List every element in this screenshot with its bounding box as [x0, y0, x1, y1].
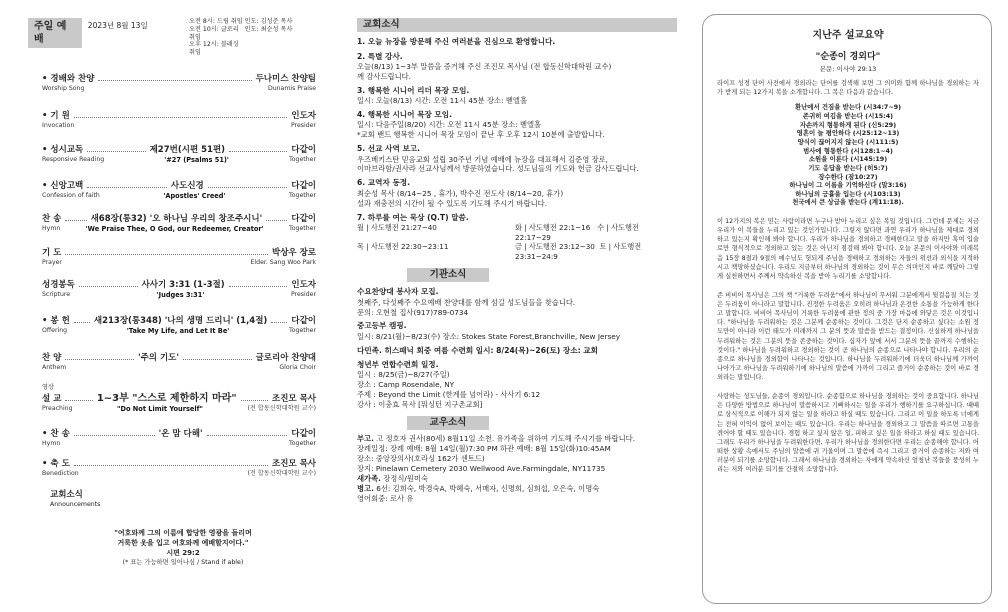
blessing-item: 양식이 끊어지지 않는다 (시111:5): [797, 137, 899, 146]
item-leader-en: (전 합동신학대학원 교수): [247, 470, 316, 478]
worship-item: [42, 384, 316, 414]
item-leader-en: (전 합동신학대학원 교수): [247, 405, 316, 413]
worship-item: [42, 353, 316, 372]
item-label: 성경봉독: [42, 280, 75, 290]
worship-item: [42, 316, 316, 336]
item-leader: 다같이: [291, 181, 317, 191]
news-line: 우즈베키스탄 믿음교회 설립 30주년 기념 예배에 뉴장을 대표해서 김준영 장로,: [357, 154, 608, 164]
item-label-en: Offering: [42, 327, 68, 335]
service-officers: [245, 18, 314, 34]
news-line: 주제 : Beyond the Limit (한계를 넘어라) - 사사기 6:12: [357, 390, 541, 400]
blessing-item: 하나님의 긍휼을 입는다 (시103:13): [795, 189, 901, 198]
blessing-list: [717, 103, 979, 207]
item-label: 찬 송: [42, 214, 62, 224]
church-news: [357, 18, 677, 608]
officer-line: 인도: 김성준 목사: [244, 18, 293, 25]
news-line: 일시: 8/21(월)~8/23(수) 장소: Stokes State Forest,Branchville, New Jersey: [357, 331, 621, 341]
closing-verse: [88, 528, 278, 568]
item-label: • 찬 송: [42, 429, 70, 439]
news-heading: 6. 교역자 동정.: [357, 178, 411, 188]
sermon-subtitle: "순종이 경외다": [815, 52, 881, 62]
qt-schedule: [357, 223, 677, 262]
news-heading: 청년부 연합수련회 일정.: [357, 360, 439, 369]
item-leader-en: Together: [289, 192, 316, 200]
worship-item: [42, 111, 316, 130]
news-line: 최순성 목사 (8/14~25 , 휴가), 박수진 전도사 (8/14~20, 휴가): [357, 188, 564, 198]
sermon-intro: 라이프 성경 단어 사전에서 경외라는 단어를 검색해 보면 그 의미와 함께 하나님을 경외하는 자가 받게 되는 12가지 복을 소개합니다. 그 복은 다음과 같습니다.: [717, 80, 979, 97]
blessing-item: 소원을 이룬다 (시145:19): [808, 155, 888, 164]
qt-entry: 월 | 사도행전 21:27~40: [357, 222, 437, 232]
worship-item: [42, 181, 316, 201]
item-content-en: 'We Praise Thee, O God, our Redeemer, Creator': [85, 225, 264, 234]
item-label-en: Anthem: [42, 364, 67, 372]
news-line: 이마브라함/권사라 선교사님께서 방문하였습니다. 성도님들의 기도와 헌금 감사드립니다.: [357, 164, 639, 174]
blessing-item: 범사에 형통한다 (시128:1~4): [803, 146, 893, 155]
item-label-en: Hymn: [42, 225, 61, 233]
order-of-worship: [28, 18, 317, 608]
worship-item: [42, 145, 316, 165]
news-line: 장소 : Camp Rosendale, NY: [357, 380, 455, 390]
worship-header: [28, 18, 314, 56]
news-line: 설과 재충전의 시간이 될 수 있도록 기도해 주시기 바랍니다.: [357, 198, 548, 208]
news-line: 께 감사드립니다.: [357, 71, 411, 81]
news-heading: 중고등부 캠핑.: [357, 321, 407, 331]
schedule-line: 오전 8시: 드림 취임: [189, 18, 243, 25]
blessing-item: 환난에서 건짐을 받는다 (시34:7~9): [794, 103, 902, 112]
item-leader-en: Gloria Choir: [279, 364, 316, 372]
item-leader-en: Dunamis Praise: [267, 85, 316, 93]
news-line: 오늘(8/13) 1~3부 말씀을 증거해 주신 조진모 목사님 (전 합동신학대학원 교수): [357, 61, 612, 71]
news-heading: 5. 선교 사역 보고.: [357, 144, 420, 154]
item-label-en: Hymn: [42, 440, 61, 448]
news-heading: 2. 특별 강사.: [357, 51, 403, 61]
worship-date: 2023년 8월 13일: [87, 21, 148, 30]
qt-entry: 금 | 사도행전 23:12~30 토 | 사도행전 23:31~24:9: [515, 242, 642, 262]
schedule-line: 오후 12시: 블레싱 취임: [189, 41, 239, 56]
item-content: 새68장(통32) '오 하나님 우리의 창조주시니': [90, 214, 263, 224]
item-label-en: Responsive Reading: [42, 156, 105, 164]
news-line: 장지: Pinelawn Cemetery 2030 Wellwood Ave.Farmingdale, NY11735: [357, 464, 606, 474]
item-content: '주의 기도': [137, 353, 179, 363]
verse-reference: 시편 29:2: [166, 549, 200, 558]
item-label-en: Confession of faith: [42, 192, 100, 200]
item-leader-en: Together: [289, 327, 316, 335]
item-leader: 두나미스 찬양팀: [255, 74, 316, 84]
item-content-en: 'Apostles' Creed': [163, 192, 226, 201]
sermon-paragraph: 사랑하는 성도님들, 순종이 경외입니다. 순종함으로 하나님을 경외하는 것이 중요합니다. 하나님은 다양한 방법으로 하나님이 말씀하시고 기뻐하시는 일을 우리가 행하기를 요구하십니다. 때때로 상식적으로 이해가 되지 않는 일을 하라고 하실 때도 있습니다. 그리고 이 일을 하도록 너에게는 전혀 이익이 없어 보이는 때도 있습니다. 우리는 하나님을 경외하고 그 말씀을 따르면 고통을 겪어야 할 때도 있습니다. 경험 하고 싶지 않은 일, 피하고 싶은 일을 하라고 하실 때도 있습니다. 그래도 우리가 하나님을 두려워한다면, 우리가 하나님을 경외한다면 우리는 순종해야 합니다. 어떠한 상황 속에서도 주님의 말씀에 귀 기울이며 그 말씀에 즉시 그리고 즐거이 순종하는 저와 여러분이 되기를 소망합니다. 그래서 하나님을 경외하는 자에게 약속하신 엄청난 복들을 풍성히 누리는 저와 여러분 되기를 간절히 소망합니다.: [717, 393, 979, 474]
item-label: • 성시교독: [42, 145, 84, 155]
item-leader-en: Together: [289, 440, 316, 448]
news-line: 일시: 다음주일(8/20) 시간: 오전 11시 45분 장소: 벧엘홀: [357, 120, 542, 130]
item-label: • 봉 헌: [42, 316, 70, 326]
item-content: '온 맘 다해': [158, 429, 203, 439]
officer-line: 인도: 최순성 목사: [244, 25, 293, 33]
blessing-item: 영혼이 늘 평안하다 (시25:12~13): [796, 129, 900, 138]
sermon-summary: [702, 14, 992, 604]
org-news: [357, 287, 677, 410]
news-line: 새가족. 장정식/원미숙: [357, 474, 429, 484]
item-leader: 다같이: [291, 316, 317, 326]
member-news: [357, 434, 677, 503]
news-line: 첫째주, 다섯째주 수요예배 찬양대를 함께 섬길 성도님들을 찾습니다.: [357, 297, 576, 307]
blessing-item: 천국에서 큰 상급을 받는다 (계11:18).: [792, 198, 904, 207]
sermon-title: 지난주 설교요약: [812, 30, 884, 41]
news-list: [357, 37, 677, 262]
item-label: • 기 원: [42, 111, 70, 121]
item-content-en: 'Judges 3:31': [156, 291, 205, 300]
item-leader: 글로리아 찬양대: [255, 353, 316, 363]
sermon-paragraph: 존 비비어 목사님은 그의 책 "거룩한 두려움"에서 하나님이 무서워 그분에게서 뒷걸음질 치는 것은 두려움이 아니라고 말합니다. 진정한 두려움은 오히려 하나님과 온전한 소통을 가능하게 한다고 말합니다. 비비어 목사님이 거룩한 두려움에 관한 정의 중 가장 마음에 와닿은 것은 이것입니다. "하나님을 두려워하는 것은 그분께 순종하는 것이다. 그것은 단지 순종하고 싶다는 소원 정도만이 아니라 이런 태도가 미래까지 그 분의 뜻과 말씀을 받드는 결정이다. 신실하게 하나님을 두려워하는 것은 그분의 뜻을 존중하는 것이다. 십자가 앞에 서서 그분의 뜻을 끝까지 수행하는 것이다." 하나님을 두려워하고 경외하는 것이 곧 하나님의 순종으로 나타나야 합니다. 우리의 순종으로 하나님을 경외함이 나타나는 것입니다. 하나님을 두려워하기에 더욱더 하나님께 가까이 나아가고 하나님을 두려워하기에 하나님의 말씀에 가까이 그리고 즐거이 순종하는 것이 바로 경외라는 말입니다.: [717, 291, 979, 382]
item-leader-en: Presider: [290, 122, 316, 130]
news-line: 부고. 고 정호자 권사(80세) 8월11일 소천. 유가족을 위하여 기도해 주시기를 바랍니다.: [357, 434, 636, 444]
item-leader-en: Together: [289, 225, 316, 233]
item-leader: 다같이: [291, 145, 317, 155]
qt-entry: 화 | 사도행전 22:1~16 수 | 사도행전 22:17~29: [515, 222, 639, 242]
news-line: 일시 : 8/25(금)~8/27(주일): [357, 370, 450, 380]
stand-note: (* 표는 가능하면 일어나심 / Stand if able): [122, 559, 244, 567]
item-content-en: 'Take My Life, and Let It Be': [126, 327, 230, 336]
item-leader-en: Presider: [290, 291, 316, 299]
worship-item: [42, 459, 316, 478]
blessing-item: 장수한다 (잠10:27): [818, 172, 878, 181]
item-content: 1~3부 "스스로 제한하지 마라": [96, 393, 237, 405]
blessing-item: 기도 응답을 받는다 (히5:7): [808, 163, 888, 172]
item-label: • 신앙고백: [42, 181, 84, 191]
sermon-paragraph: 이 12가지의 복은 믿는 사람이라면 누구나 받아 누리고 싶은 복일 것입니다. 그런데 문제는 지금 우리가 이 복들을 누리고 있는 것인가입니다. 그렇지 않다면 과연 우리가 하나님을 제대로 경외하고 있는지 확인해 봐야 합니다. 우리가 하나님을 경외하고 경배한다고 말을 하지만 혹여 입술로만 형식적으로 경외하고 있는 것은 아닌지 점검해 봐야 합니다. 오늘 본문의 이사야와 미래복음 15장 8절과 9절의 예수님도 헛되게 주님을 경배하고 경외하는 자들의 위선과 외식을 지적하시고 책망하셨습니다. 우리도 지금부터 하나님의 경외하는 것이 무슨 의미인지 바로 깨달아 그렇게 실천하면서 주께서 약속하신 복을 받아 누리기를 소망합니다.: [717, 218, 979, 280]
news-line: *교회 밴드 행복한 시니어 목장 모임이 끝난 후 오후 12시 10분에 출발합니다.: [357, 130, 605, 140]
blessing-item: 자손까지 형통하게 된다 (신5:29): [799, 120, 897, 129]
item-leader: 조진모 목사: [271, 459, 316, 469]
org-header: 기관소식: [407, 268, 489, 282]
item-label: 기 도: [42, 248, 62, 258]
worship-item: [42, 214, 316, 234]
news-heading: 1. 오늘 뉴장을 방문해 주신 여러분을 진심으로 환영합니다.: [357, 37, 556, 47]
worship-item: [42, 429, 316, 448]
item-content: 사사기 3:31 (1-3절): [141, 280, 225, 290]
item-label: • 축 도: [42, 459, 70, 469]
item-leader: 인도자: [291, 280, 316, 290]
item-leader: 다같이: [291, 429, 316, 439]
item-label-en: Preaching: [42, 405, 73, 413]
item-leader: 인도자: [291, 111, 316, 121]
item-tag: 영상: [42, 384, 54, 391]
item-content: 제27번(시편 51편): [149, 145, 226, 155]
schedule-line: 오전 10시: 글로리 취임: [189, 25, 239, 41]
item-label-en: Worship Song: [42, 85, 85, 93]
news-line: 장소: 중앙장의사(호라싱 162가 센트드): [357, 454, 485, 464]
item-leader-en: Together: [289, 156, 316, 164]
worship-item: [42, 248, 316, 267]
item-leader: 조진모 목사: [272, 394, 317, 405]
news-header: 교회소식: [357, 18, 677, 32]
item-label-en: Benediction: [42, 470, 79, 478]
qt-entry: 목 | 사도행전 22:30~23:11: [357, 242, 449, 252]
item-label-en: Invocation: [42, 122, 75, 130]
item-content-en: '#27 (Psalms 51)': [164, 156, 229, 165]
item-leader: 박상우 장로: [271, 248, 316, 258]
news-heading: 다민족. 히스패닉 회중 여름 수련회 일시: 8/24(목)~26(토) 장소: 교회: [357, 345, 598, 355]
announcements-label: 교회소식 Announcements: [50, 490, 101, 509]
item-content-en: "Do Not Limit Yourself": [117, 405, 203, 414]
news-line: 일시: 오늘(8/13) 시간: 오전 11시 45분 장소: 벧엘홀: [357, 96, 527, 106]
item-label-en: Prayer: [42, 259, 62, 267]
item-leader-en: Elder. Sang Woo Park: [250, 259, 316, 267]
worship-title: 주일 예배: [28, 18, 82, 48]
blessing-item: 존귀히 여김을 받는다 (시15:4): [802, 112, 894, 121]
item-label: 설 교: [42, 394, 62, 405]
worship-item: [42, 74, 316, 93]
service-schedule: [189, 18, 245, 57]
news-heading: 수요찬양대 봉사자 모집.: [357, 287, 439, 297]
news-line: 병고. 6선: 김희숙, 박경숙A, 박혜숙, 서매자, 신명희, 심희섭, 오은숙, 이명숙: [357, 483, 600, 493]
blessing-item: 하나님이 그 이름을 기억하신다 (말3:16): [789, 181, 907, 190]
news-heading: 4. 행복한 시니어 목장 모임.: [357, 110, 452, 120]
item-content: 사도신경: [170, 181, 204, 191]
news-heading: 7. 하루를 여는 묵상 (Q.T) 말씀.: [357, 212, 469, 222]
news-line: 장례일정: 장례 예배: 8월 14일(월)7:30 PM 하관 예배: 8월 15일(화)10:45AM: [357, 444, 611, 454]
news-heading: 3. 행복한 시니어 리더 목장 모임.: [357, 85, 470, 95]
member-header: 교우소식: [407, 416, 489, 430]
item-leader: 다같이: [291, 214, 317, 224]
news-line: 영어회중: 로사 유: [357, 493, 414, 503]
item-content: 새213장(통348) '나의 생명 드리니' (1,4절): [93, 316, 268, 326]
sermon-reference: 본문: 이사야 29:13: [819, 64, 877, 73]
news-line: 문의: 오현철 집사(917)789-0734: [357, 307, 469, 317]
worship-item: [42, 280, 316, 300]
item-label: 찬 양: [42, 353, 62, 363]
item-label-en: Scripture: [42, 291, 71, 299]
verse-line: "여호와께 그의 이름에 합당한 영광을 돌리며: [114, 529, 252, 537]
verse-line: 거룩한 옷을 입고 여호와께 예배할지어다.": [117, 539, 249, 548]
news-line: 강사 : 이충효 목사 [뭐싱턴 지구촌교회]: [357, 400, 483, 410]
item-label: • 경배와 찬양: [42, 74, 95, 84]
